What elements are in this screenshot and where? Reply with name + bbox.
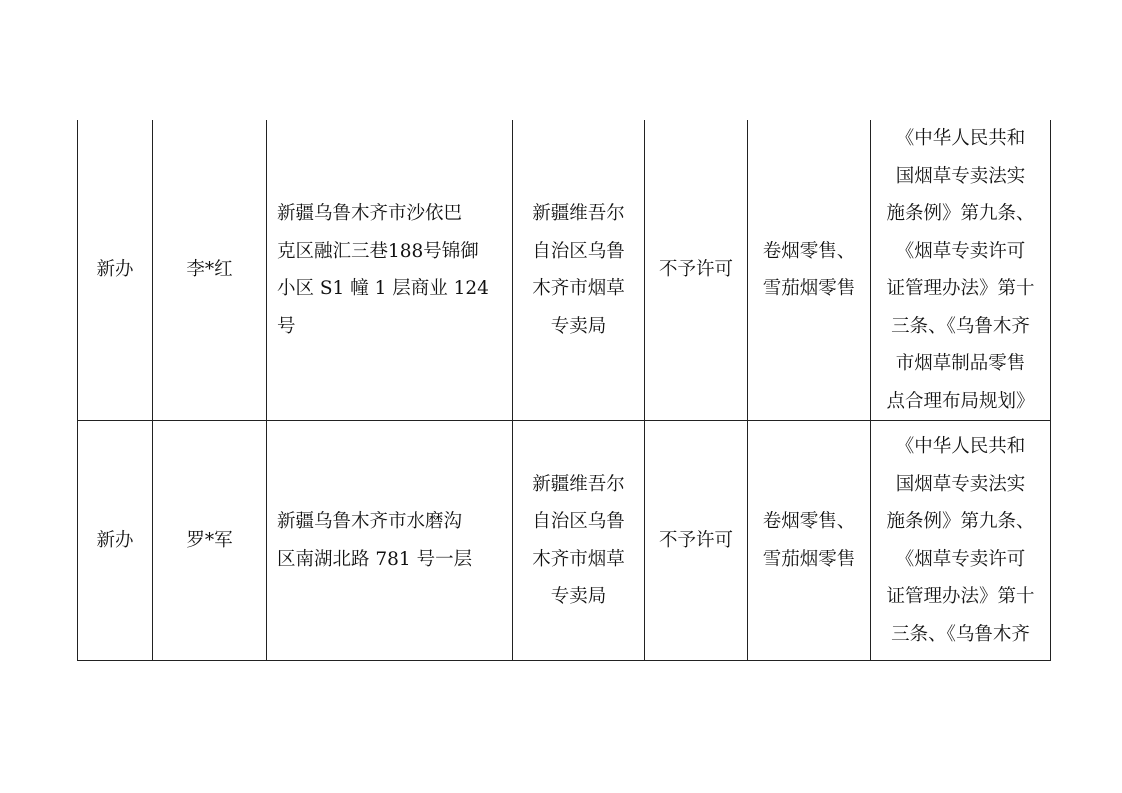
business-scope-cell: 卷烟零售、 雪茄烟零售 bbox=[748, 421, 871, 661]
permit-decision-table bbox=[77, 120, 1051, 661]
address-cell: 新疆乌鲁木齐市水磨沟 区南湖北路 781 号一层 bbox=[267, 421, 513, 661]
table-row bbox=[78, 421, 1051, 661]
applicant-name-cell: 罗*军 bbox=[153, 421, 267, 661]
address-cell: 新疆乌鲁木齐市沙依巴 克区融汇三巷188号锦御 小区 S1 幢 1 层商业 124 号 bbox=[267, 120, 513, 421]
decision-cell: 不予许可 bbox=[645, 421, 748, 661]
legal-basis-cell: 《中华人民共和 国烟草专卖法实 施条例》第九条、 《烟草专卖许可 证管理办法》第十 三条、《乌鲁木齐 市烟草制品零售 点合理布局规划》 bbox=[871, 120, 1051, 421]
authority-cell: 新疆维吾尔 自治区乌鲁 木齐市烟草 专卖局 bbox=[513, 120, 645, 421]
business-scope-cell: 卷烟零售、 雪茄烟零售 bbox=[748, 120, 871, 421]
legal-basis-cell: 《中华人民共和 国烟草专卖法实 施条例》第九条、 《烟草专卖许可 证管理办法》第十 三条、《乌鲁木齐 bbox=[871, 421, 1051, 661]
table-row bbox=[78, 120, 1051, 421]
application-type-cell: 新办 bbox=[78, 120, 153, 421]
application-type-cell: 新办 bbox=[78, 421, 153, 661]
authority-cell: 新疆维吾尔 自治区乌鲁 木齐市烟草 专卖局 bbox=[513, 421, 645, 661]
applicant-name-cell: 李*红 bbox=[153, 120, 267, 421]
decision-cell: 不予许可 bbox=[645, 120, 748, 421]
